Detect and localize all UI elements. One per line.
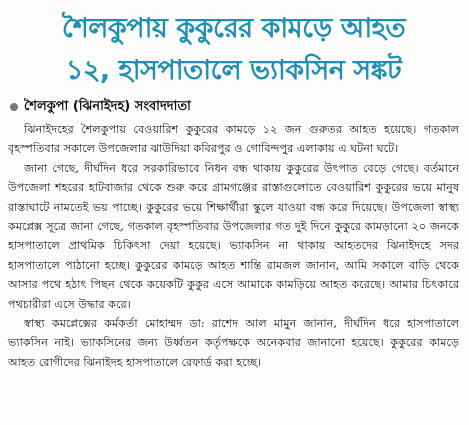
paragraph-2: জানা গেছে, দীর্ঘদিন ধরে সরকারিভাবে নিধন বন্ধ থাকায় কুকুরের উৎপাত বেড়ে গেছে। বর্তমানে উপজেলা শহরের হাটবাজার থেকে শুরু করে গ্রামগঞ্জের রাস্তাগুলোতে বেওয়ারিশ কুকুরের ভয়ে মানুষ রাস্তাঘাটে নামতেই ভয় পাচ্ছে। কুকুরের ভয়ে শিক্ষার্থীরা স্কুলে যাওয়া বন্ধ করে দিয়েছে। উপজেলা স্বাস্থ্য কমপ্লেক্স সূত্রে জানা গেছে, গতকাল বৃহস্পতিবার উপজেলার গত দুই দিনে কুকুরে কামড়ানো ২০ জনকে হাসপাতালে প্রাথমিক চিকিৎসা দেয়া হয়েছে। ভ্যাকসিন না থাকায় আহতদের ঝিনাইদহে সদর হাসপাতালে পাঠানো হচ্ছে। কুকুরের কামড়ে আহত শান্তি রামজল জানান, আমি সকালে বাড়ি থেকে আসার পথে হঠাৎ পিছন থেকে কয়েকটি কুকুর এসে আমাকে কামড়িয়ে আহত করেছে। আমার চিৎকারে পথচারীরা এসে উদ্ধার করে। xyxy=(8,161,459,311)
byline xyxy=(8,96,459,118)
paragraph-3: স্বাস্থ্য কমপ্লেক্সের কর্মকর্তা মোহাম্মদ ডা: রাশেদ আল মামুন জানান, দীর্ঘদিন ধরে হাসপাতালে ভ্যাকসিন নাই। ভ্যাকসিনের জন্য উর্ধ্বতন কর্তৃপক্ষকে অনেকবার জানানো হয়েছে। কুকুরের কামড়ে আহত রোগীদের ঝিনাইদহ হাসপাতালে রেফার্ড করা হচ্ছে। xyxy=(8,317,459,369)
byline-text: শৈলকুপা (ঝিনাইদহ) সংবাদদাতা xyxy=(24,98,191,114)
bullet-icon xyxy=(10,103,18,111)
paragraph-1: ঝিনাইদহের শৈলকুপায় বেওয়ারিশ কুকুরের কামড়ে ১২ জন গুরুতর আহত হয়েছে। গতকাল বৃহস্পতিবার সকালে উপজেলার ঝাউদিয়া কবিরপুর ও গোবিন্দপুর এলাকায় এ ঘটনা ঘটে। xyxy=(8,123,459,156)
headline-line-2: ১২, হাসপাতালে ভ্যাকসিন সঙ্কট xyxy=(65,55,402,86)
article-body xyxy=(8,120,459,372)
headline-line-1: শৈলকুপায় কুকুরের কামড়ে আহত xyxy=(61,13,406,44)
